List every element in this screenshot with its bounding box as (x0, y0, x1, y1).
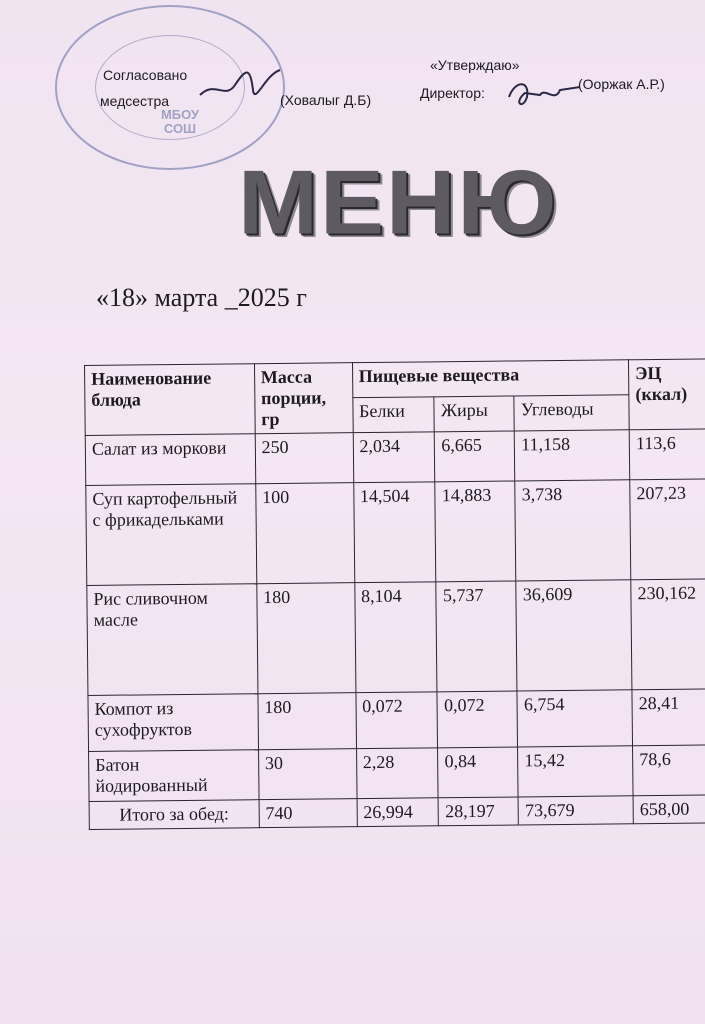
table-row (89, 745, 705, 802)
dish-protein: 0,072 (356, 692, 438, 749)
dish-energy: 78,6 (633, 745, 705, 796)
dish-protein: 2,034 (353, 432, 435, 483)
dish-name: Рис сливочном масле (87, 584, 258, 696)
dish-name: Компот из сухофруктов (88, 694, 258, 752)
header-carbs: Углеводы (514, 395, 629, 431)
dish-carbs: 3,738 (515, 480, 631, 581)
stamp-text: МБОУ СОШ (160, 107, 200, 136)
dish-mass: 180 (257, 583, 356, 694)
menu-table (84, 358, 705, 830)
table-row (87, 579, 705, 696)
header-protein: Белки (352, 397, 434, 433)
director-name: (Ооржак А.Р.) (578, 76, 665, 92)
dish-fat: 0,84 (438, 747, 518, 798)
dish-carbs: 36,609 (516, 580, 632, 691)
total-row (89, 795, 705, 830)
nurse-signature (195, 60, 285, 110)
header-nutrients: Пищевые вещества (352, 360, 629, 398)
dish-protein: 14,504 (353, 482, 436, 583)
approve-label: «Утверждаю» (430, 57, 520, 73)
dish-mass: 250 (255, 433, 353, 484)
total-energy: 658,00 (633, 795, 705, 824)
header-mass: Масса порции, гр (254, 363, 353, 434)
dish-energy: 230,162 (631, 579, 705, 690)
dish-fat: 0,072 (437, 691, 517, 748)
dish-energy: 113,6 (629, 429, 705, 480)
total-carbs: 73,679 (518, 796, 633, 825)
total-fat: 28,197 (439, 797, 519, 826)
dish-mass: 180 (258, 693, 356, 750)
dish-energy: 28,41 (632, 689, 705, 746)
dish-carbs: 6,754 (517, 690, 632, 747)
table-row (86, 479, 705, 586)
dish-protein: 8,104 (354, 582, 437, 693)
dish-name: Салат из моркови (85, 434, 255, 486)
dish-energy: 207,23 (630, 479, 705, 580)
table-row (85, 429, 705, 486)
nurse-name: (Ховалыг Д.Б) (280, 92, 372, 108)
page-title: МЕНЮ (238, 151, 559, 254)
dish-carbs: 11,158 (515, 430, 630, 481)
total-mass: 740 (259, 799, 357, 828)
dish-mass: 30 (258, 749, 356, 800)
dish-mass: 100 (255, 483, 354, 584)
agreed-label: Согласовано (103, 67, 188, 83)
menu-date: «18» марта _2025 г (96, 283, 307, 312)
dish-fat: 14,883 (435, 481, 516, 582)
dish-name: Батон йодированный (89, 750, 259, 802)
nurse-label: медсестра (100, 93, 170, 109)
dish-protein: 2,28 (356, 748, 438, 799)
header-name: Наименование блюда (85, 364, 255, 436)
director-label: Директор: (420, 85, 485, 101)
total-label: Итого за обед: (89, 800, 259, 830)
dish-fat: 5,737 (436, 581, 517, 692)
header-fat: Жиры (434, 396, 514, 432)
dish-name: Суп картофельный с фрикадельками (86, 484, 257, 586)
director-signature (505, 75, 585, 115)
dish-carbs: 15,42 (518, 746, 633, 797)
dish-fat: 6,665 (435, 431, 515, 482)
total-protein: 26,994 (357, 798, 439, 827)
table-row (88, 689, 705, 752)
header-energy: ЭЦ (ккал) (629, 359, 705, 430)
